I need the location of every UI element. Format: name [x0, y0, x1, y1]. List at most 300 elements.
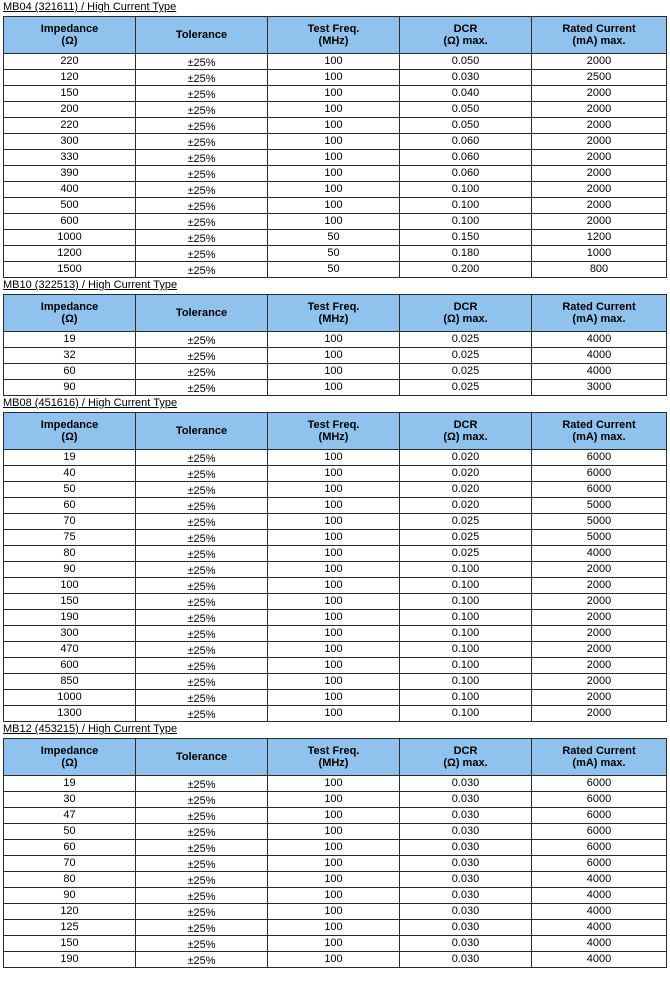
column-header-unit: (Ω) [61, 313, 78, 325]
cell-value: 600 [60, 215, 79, 227]
table-cell [532, 134, 667, 150]
column-header [400, 739, 532, 776]
cell-value: ±25% [187, 677, 216, 689]
table-cell [4, 658, 136, 674]
table-cell [400, 150, 532, 166]
cell-value: 0.200 [451, 263, 480, 275]
table-cell [4, 776, 136, 792]
cell-value: 0.025 [451, 515, 480, 527]
table-cell [532, 198, 667, 214]
cell-value: ±25% [187, 335, 216, 347]
table-cell [136, 658, 268, 674]
table-row [4, 150, 667, 166]
column-header [532, 17, 667, 54]
table-cell [136, 230, 268, 246]
column-header-unit: (Ω) [61, 35, 78, 47]
table-cell [268, 936, 400, 952]
table-cell [400, 594, 532, 610]
table-cell [136, 166, 268, 182]
cell-value: 100 [324, 119, 343, 131]
table-cell [532, 498, 667, 514]
table-cell [400, 364, 532, 380]
cell-value: 300 [60, 135, 79, 147]
table-cell [136, 792, 268, 808]
cell-value: 80 [63, 547, 76, 559]
table-cell [532, 380, 667, 396]
column-header-label: Test Freq. [307, 301, 360, 313]
table-cell [136, 872, 268, 888]
table-row [4, 70, 667, 86]
table-cell [400, 182, 532, 198]
cell-value: 150 [60, 87, 79, 99]
table-cell [532, 674, 667, 690]
spec-table [3, 294, 667, 396]
cell-value: 47 [63, 809, 76, 821]
cell-value: 2000 [586, 119, 612, 131]
table-cell [532, 562, 667, 578]
table-cell [4, 856, 136, 872]
cell-value: 50 [327, 231, 340, 243]
cell-value: 0.050 [451, 103, 480, 115]
cell-value: 0.100 [451, 563, 480, 575]
table-cell [4, 936, 136, 952]
table-cell [268, 332, 400, 348]
column-header [4, 295, 136, 332]
table-cell [136, 348, 268, 364]
cell-value: 100 [324, 937, 343, 949]
table-row [4, 872, 667, 888]
cell-value: ±25% [187, 939, 216, 951]
table-cell [136, 214, 268, 230]
table-cell [268, 214, 400, 230]
column-header-unit: (MHz) [318, 313, 349, 325]
cell-value: 2000 [586, 611, 612, 623]
table-header-row [4, 17, 667, 54]
table-cell [4, 482, 136, 498]
cell-value: 2000 [586, 563, 612, 575]
column-header-unit: (mA) max. [572, 35, 626, 47]
cell-value: 0.040 [451, 87, 480, 99]
table-cell [268, 952, 400, 968]
cell-value: 100 [324, 531, 343, 543]
table-cell [268, 166, 400, 182]
table-cell [268, 642, 400, 658]
cell-value: ±25% [187, 89, 216, 101]
table-cell [268, 562, 400, 578]
table-cell [136, 450, 268, 466]
table-row [4, 706, 667, 722]
table-cell [136, 562, 268, 578]
cell-value: 0.100 [451, 183, 480, 195]
table-cell [268, 246, 400, 262]
cell-value: 470 [60, 643, 79, 655]
table-cell [268, 482, 400, 498]
table-cell [400, 952, 532, 968]
table-cell [136, 54, 268, 70]
table-cell [4, 514, 136, 530]
table-cell [532, 840, 667, 856]
table-cell [532, 246, 667, 262]
table-cell [268, 198, 400, 214]
table-cell [136, 134, 268, 150]
table-row [4, 792, 667, 808]
column-header-label: Impedance [40, 745, 99, 757]
table-cell [400, 514, 532, 530]
table-cell [400, 332, 532, 348]
cell-value: 90 [63, 889, 76, 901]
cell-value: 1000 [586, 247, 612, 259]
table-row [4, 610, 667, 626]
table-cell [400, 690, 532, 706]
table-cell [136, 690, 268, 706]
cell-value: 6000 [586, 777, 612, 789]
cell-value: 0.100 [451, 643, 480, 655]
cell-value: 100 [324, 365, 343, 377]
table-cell [532, 348, 667, 364]
table-cell [532, 514, 667, 530]
table-cell [136, 578, 268, 594]
table-cell [136, 840, 268, 856]
table-row [4, 450, 667, 466]
cell-value: 0.100 [451, 691, 480, 703]
cell-value: ±25% [187, 907, 216, 919]
cell-value: 190 [60, 611, 79, 623]
table-cell [268, 102, 400, 118]
table-cell [4, 498, 136, 514]
table-cell [136, 246, 268, 262]
table-cell [4, 182, 136, 198]
table-cell [4, 888, 136, 904]
cell-value: ±25% [187, 367, 216, 379]
table-cell [532, 364, 667, 380]
table-cell [4, 150, 136, 166]
table-cell [4, 86, 136, 102]
column-header-unit: (MHz) [318, 35, 349, 47]
cell-value: 6000 [586, 467, 612, 479]
cell-value: 60 [63, 365, 76, 377]
cell-value: 0.060 [451, 151, 480, 163]
table-cell [532, 86, 667, 102]
column-header-label: Tolerance [175, 307, 228, 319]
cell-value: 19 [63, 777, 76, 789]
table-cell [400, 824, 532, 840]
column-header-label: Rated Current [562, 23, 636, 35]
table-cell [532, 920, 667, 936]
column-header-label: Test Freq. [307, 23, 360, 35]
table-row [4, 546, 667, 562]
table-cell [400, 546, 532, 562]
table-cell [268, 610, 400, 626]
cell-value: 0.030 [451, 809, 480, 821]
cell-value: 50 [327, 263, 340, 275]
cell-value: 500 [60, 199, 79, 211]
table-cell [532, 230, 667, 246]
cell-value: 0.100 [451, 611, 480, 623]
table-cell [4, 674, 136, 690]
table-cell [268, 118, 400, 134]
cell-value: 0.030 [451, 793, 480, 805]
cell-value: 0.025 [451, 349, 480, 361]
table-cell [136, 118, 268, 134]
table-cell [400, 54, 532, 70]
cell-value: 100 [324, 841, 343, 853]
table-row [4, 230, 667, 246]
column-header-label: Rated Current [562, 301, 636, 313]
table-cell [400, 578, 532, 594]
cell-value: 0.030 [451, 777, 480, 789]
table-cell [532, 824, 667, 840]
table-cell [268, 150, 400, 166]
table-cell [4, 920, 136, 936]
cell-value: 5000 [586, 531, 612, 543]
cell-value: 600 [60, 659, 79, 671]
cell-value: 100 [324, 643, 343, 655]
column-header-label: Test Freq. [307, 419, 360, 431]
cell-value: 100 [324, 467, 343, 479]
column-header [532, 413, 667, 450]
cell-value: 0.100 [451, 199, 480, 211]
table-cell [400, 380, 532, 396]
table-row [4, 54, 667, 70]
cell-value: 4000 [586, 905, 612, 917]
table-cell [268, 840, 400, 856]
table-cell [136, 498, 268, 514]
table-header-row [4, 739, 667, 776]
section-title: MB04 (321611) / High Current Type [3, 1, 177, 13]
cell-value: 850 [60, 675, 79, 687]
table-cell [268, 872, 400, 888]
cell-value: 330 [60, 151, 79, 163]
cell-value: 75 [63, 531, 76, 543]
table-cell [268, 674, 400, 690]
table-row [4, 776, 667, 792]
table-cell [532, 482, 667, 498]
table-cell [532, 118, 667, 134]
table-cell [136, 530, 268, 546]
table-cell [268, 514, 400, 530]
cell-value: 0.100 [451, 579, 480, 591]
table-cell [400, 856, 532, 872]
table-cell [136, 904, 268, 920]
cell-value: 100 [324, 905, 343, 917]
table-row [4, 166, 667, 182]
table-cell [400, 936, 532, 952]
cell-value: ±25% [187, 955, 216, 967]
cell-value: 100 [324, 579, 343, 591]
table-cell [136, 776, 268, 792]
table-cell [532, 888, 667, 904]
cell-value: 0.030 [451, 889, 480, 901]
table-cell [400, 776, 532, 792]
table-cell [268, 792, 400, 808]
table-row [4, 856, 667, 872]
cell-value: 2000 [586, 215, 612, 227]
table-row [4, 332, 667, 348]
cell-value: 1000 [57, 691, 82, 703]
table-cell [268, 920, 400, 936]
cell-value: ±25% [187, 169, 216, 181]
table-cell [400, 610, 532, 626]
column-header [136, 413, 268, 450]
cell-value: ±25% [187, 201, 216, 213]
section-title: MB08 (451616) / High Current Type [3, 397, 178, 409]
table-cell [268, 888, 400, 904]
cell-value: ±25% [187, 779, 216, 791]
table-row [4, 642, 667, 658]
table-cell [136, 86, 268, 102]
cell-value: ±25% [187, 469, 216, 481]
cell-value: 100 [324, 515, 343, 527]
cell-value: ±25% [187, 661, 216, 673]
cell-value: 0.020 [451, 467, 480, 479]
table-cell [532, 610, 667, 626]
cell-value: 190 [60, 953, 79, 965]
table-row [4, 214, 667, 230]
table-cell [136, 888, 268, 904]
table-row [4, 182, 667, 198]
table-cell [136, 936, 268, 952]
table-cell [4, 166, 136, 182]
table-cell [400, 872, 532, 888]
cell-value: 19 [63, 333, 76, 345]
table-cell [532, 594, 667, 610]
table-row [4, 562, 667, 578]
cell-value: 100 [324, 563, 343, 575]
table-cell [4, 626, 136, 642]
cell-value: 2500 [586, 71, 612, 83]
table-row [4, 920, 667, 936]
cell-value: 2000 [586, 595, 612, 607]
table-cell [4, 118, 136, 134]
table-cell [268, 364, 400, 380]
column-header [136, 295, 268, 332]
table-cell [4, 348, 136, 364]
cell-value: 2000 [586, 579, 612, 591]
cell-value: 1500 [57, 263, 82, 275]
cell-value: 1200 [57, 247, 82, 259]
table-cell [532, 872, 667, 888]
column-header-label: Rated Current [562, 745, 636, 757]
table-cell [400, 70, 532, 86]
table-cell [136, 626, 268, 642]
cell-value: 100 [324, 55, 343, 67]
table-cell [136, 514, 268, 530]
cell-value: ±25% [187, 581, 216, 593]
cell-value: 6000 [586, 451, 612, 463]
table-cell [400, 888, 532, 904]
table-cell [4, 690, 136, 706]
table-cell [400, 530, 532, 546]
table-cell [136, 546, 268, 562]
table-cell [400, 482, 532, 498]
cell-value: 100 [324, 547, 343, 559]
table-row [4, 246, 667, 262]
table-cell [4, 578, 136, 594]
cell-value: 100 [324, 675, 343, 687]
cell-value: 0.025 [451, 333, 480, 345]
cell-value: 3000 [586, 381, 612, 393]
column-header-unit: (mA) max. [572, 313, 626, 325]
cell-value: ±25% [187, 453, 216, 465]
cell-value: ±25% [187, 827, 216, 839]
table-cell [136, 594, 268, 610]
section-title: MB12 (453215) / High Current Type [3, 723, 178, 735]
table-row [4, 690, 667, 706]
table-cell [532, 904, 667, 920]
cell-value: 0.025 [451, 365, 480, 377]
cell-value: 5000 [586, 499, 612, 511]
table-cell [268, 658, 400, 674]
table-cell [4, 364, 136, 380]
cell-value: 6000 [586, 841, 612, 853]
cell-value: 100 [324, 627, 343, 639]
cell-value: ±25% [187, 383, 216, 395]
cell-value: 125 [60, 921, 79, 933]
table-row [4, 86, 667, 102]
table-cell [532, 530, 667, 546]
table-cell [136, 952, 268, 968]
cell-value: 100 [324, 889, 343, 901]
cell-value: 0.050 [451, 119, 480, 131]
cell-value: 0.060 [451, 167, 480, 179]
table-row [4, 808, 667, 824]
table-cell [532, 792, 667, 808]
table-cell [136, 856, 268, 872]
cell-value: 220 [60, 119, 79, 131]
table-cell [4, 530, 136, 546]
table-cell [4, 642, 136, 658]
cell-value: ±25% [187, 629, 216, 641]
cell-value: 0.050 [451, 55, 480, 67]
table-cell [400, 562, 532, 578]
table-cell [400, 792, 532, 808]
table-row [4, 364, 667, 380]
cell-value: 0.100 [451, 707, 480, 719]
table-cell [268, 380, 400, 396]
cell-value: 100 [324, 333, 343, 345]
cell-value: ±25% [187, 121, 216, 133]
table-cell [268, 824, 400, 840]
column-header [4, 17, 136, 54]
cell-value: 0.025 [451, 531, 480, 543]
cell-value: 4000 [586, 333, 612, 345]
table-row [4, 262, 667, 278]
cell-value: 2000 [586, 103, 612, 115]
cell-value: 40 [63, 467, 76, 479]
table-cell [268, 546, 400, 562]
cell-value: ±25% [187, 891, 216, 903]
table-row [4, 904, 667, 920]
spec-table [3, 738, 667, 968]
table-cell [532, 626, 667, 642]
cell-value: ±25% [187, 485, 216, 497]
table-cell [268, 182, 400, 198]
table-cell [136, 466, 268, 482]
column-header-unit: (Ω) [61, 431, 78, 443]
table-cell [4, 792, 136, 808]
table-cell [4, 198, 136, 214]
table-cell [4, 610, 136, 626]
table-row [4, 888, 667, 904]
cell-value: ±25% [187, 565, 216, 577]
cell-value: ±25% [187, 795, 216, 807]
table-cell [532, 332, 667, 348]
table-cell [268, 86, 400, 102]
column-header [400, 17, 532, 54]
cell-value: 0.030 [451, 953, 480, 965]
column-header-unit: (Ω) max. [443, 313, 488, 325]
cell-value: 1200 [586, 231, 612, 243]
